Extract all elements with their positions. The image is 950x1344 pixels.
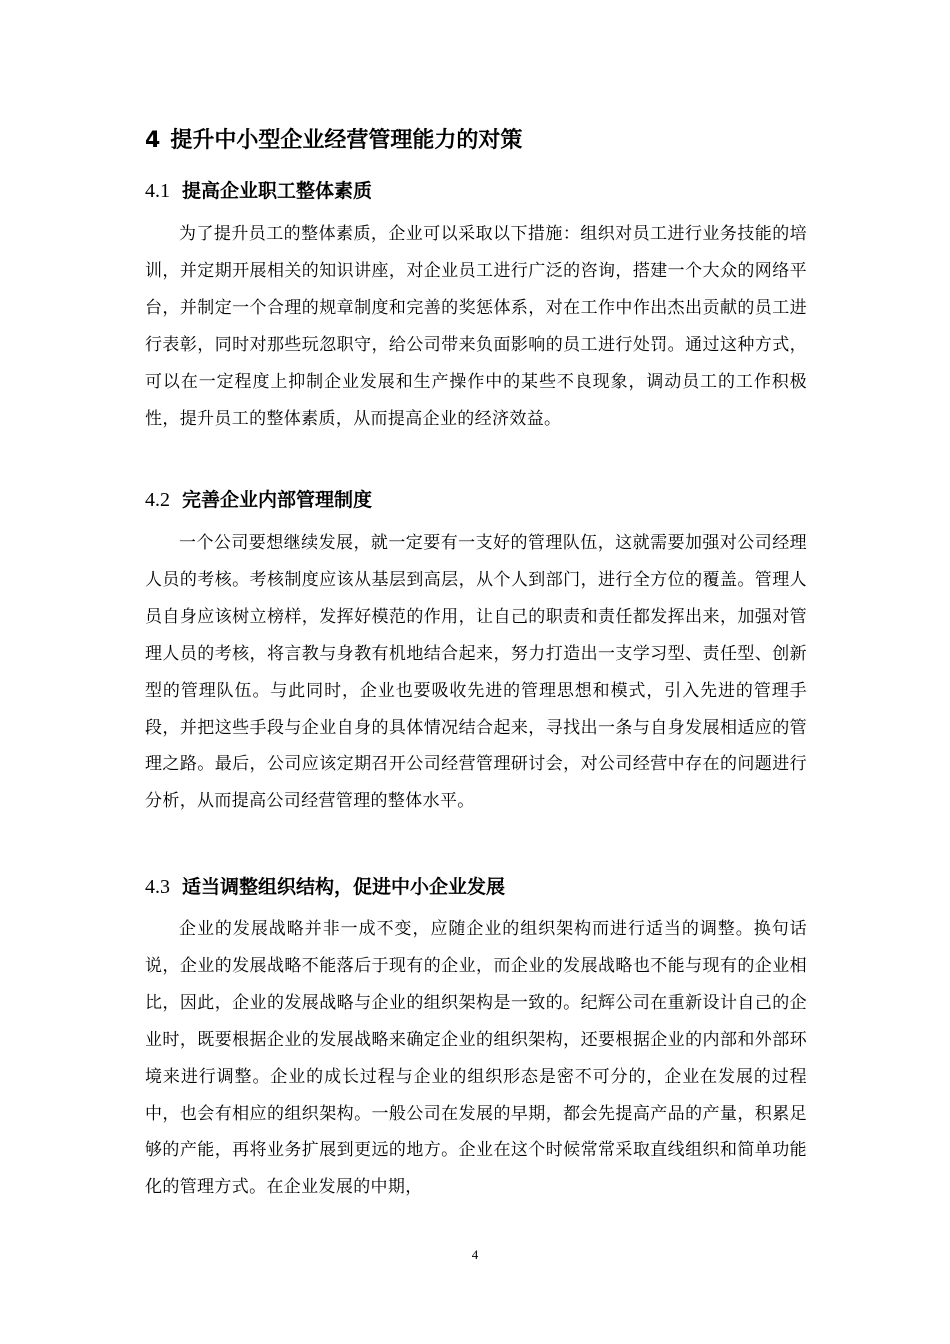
section-title-text: 完善企业内部管理制度 [182,489,373,511]
chapter-title-text: 提升中小型企业经营管理能力的对策 [170,128,523,153]
page-number: 4 [471,1247,479,1262]
section-number: 4.3 [145,876,170,898]
section-heading-4-3 [145,869,505,905]
section-number: 4.1 [145,180,170,202]
section-paragraph-4-2: 一个公司要想继续发展，就一定要有一支好的管理队伍，这就需要加强对公司经理人员的考核。考核制度应该从基层到高层，从个人到部门，进行全方位的覆盖。管理人员自身应该树立榜样，发挥好模范的作用，让自己的职责和责任都发挥出来，加强对管理人员的考核，将言教与身教有机地结合起来，努力打造出一支学习型、责任型、创新型的管理队伍。与此同时，企业也要吸收先进的管理思想和模式，引入先进的管理手段，并把这些手段与企业自身的具体情况结合起来，寻找出一条与自身发展相适应的管理之路。最后，公司应该定期召开公司经营管理研讨会，对公司经营中存在的问题进行分析，从而提高公司经营管理的整体水平。 [145,533,807,812]
section-title-text: 提高企业职工整体素质 [182,180,373,202]
chapter-heading [145,121,522,161]
chapter-number: 4 [145,128,161,153]
section-title-text: 适当调整组织结构，促进中小企业发展 [182,876,506,898]
section-number: 4.2 [145,489,170,511]
section-paragraph-4-1: 为了提升员工的整体素质，企业可以采取以下措施：组织对员工进行业务技能的培训，并定期开展相关的知识讲座，对企业员工进行广泛的咨询，搭建一个大众的网络平台，并制定一个合理的规章制度和完善的奖惩体系，对在工作中作出杰出贡献的员工进行表彰，同时对那些玩忽职守，给公司带来负面影响的员工进行处罚。通过这种方式，可以在一定程度上抑制企业发展和生产操作中的某些不良现象，调动员工的工作积极性，提升员工的整体素质，从而提高企业的经济效益。 [145,224,807,429]
section-heading-4-1 [145,173,372,209]
section-heading-4-2 [145,482,372,518]
section-paragraph-4-3: 企业的发展战略并非一成不变，应随企业的组织架构而进行适当的调整。换句话说，企业的发展战略不能落后于现有的企业，而企业的发展战略也不能与现有的企业相比，因此，企业的发展战略与企业的组织架构是一致的。纪辉公司在重新设计自己的企业时，既要根据企业的发展战略来确定企业的组织架构，还要根据企业的内部和外部环境来进行调整。企业的成长过程与企业的组织形态是密不可分的，企业在发展的过程中，也会有相应的组织架构。一般公司在发展的早期，都会先提高产品的产量，积累足够的产能，再将业务扩展到更远的地方。企业在这个时候常常采取直线组织和简单功能化的管理方式。在企业发展的中期， [145,919,807,1198]
